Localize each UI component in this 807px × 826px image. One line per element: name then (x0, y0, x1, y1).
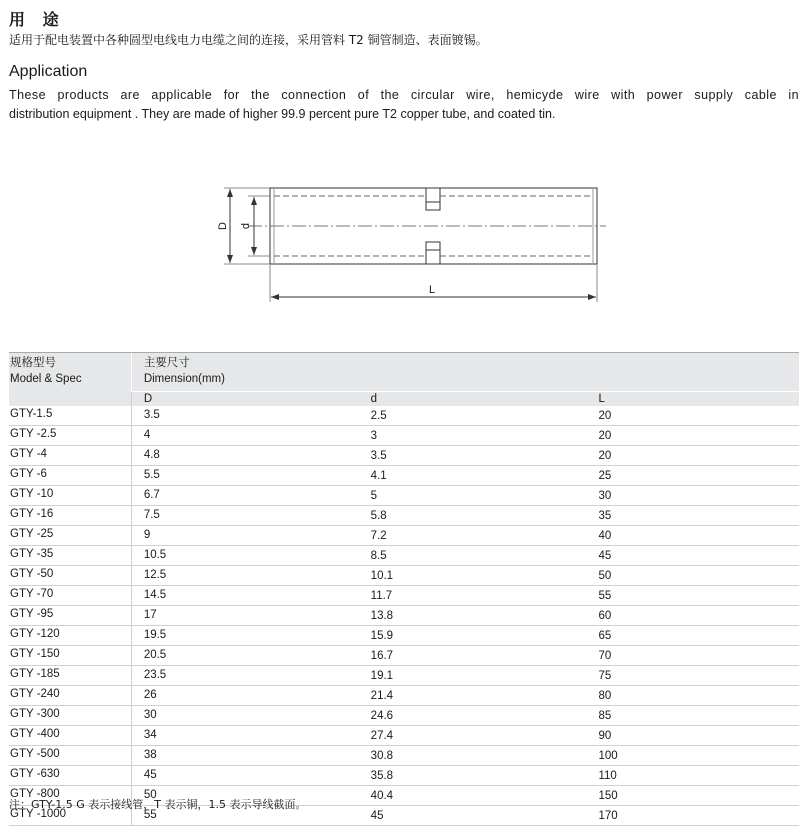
cell-length: 55 (586, 586, 799, 606)
cell-length: 60 (586, 606, 799, 626)
center-stop-top (426, 188, 440, 210)
header-model-cn: 规格型号 (10, 357, 56, 369)
cell-inner-diameter: 3.5 (359, 446, 587, 466)
table-row (9, 686, 799, 706)
cell-length: 20 (586, 446, 799, 466)
cell-length: 85 (586, 706, 799, 726)
outer-diameter-label: D (217, 222, 229, 230)
cell-model: GTY -120 (9, 626, 131, 646)
table-row (9, 726, 799, 746)
cell-outer-diameter: 50 (131, 786, 358, 806)
table-row (9, 466, 799, 486)
connector-tube-drawing (210, 180, 610, 305)
footnote: 注：GTY-1.5 G 表示接线管，T 表示铜，1.5 表示导线截面。 (9, 798, 307, 811)
cell-model: GTY -95 (9, 606, 131, 626)
cell-inner-diameter: 2.5 (359, 406, 587, 426)
table-row (9, 546, 799, 566)
cell-model: GTY -150 (9, 646, 131, 666)
cell-length: 30 (586, 486, 799, 506)
cell-inner-diameter: 30.8 (359, 746, 587, 766)
cell-length: 50 (586, 566, 799, 586)
cell-inner-diameter: 19.1 (359, 666, 587, 686)
cell-outer-diameter: 38 (131, 746, 358, 766)
cell-outer-diameter: 14.5 (131, 586, 358, 606)
cell-model: GTY -1000 (9, 806, 131, 826)
cell-outer-diameter: 4.8 (131, 446, 358, 466)
table-row (9, 486, 799, 506)
application-description-line-2: distribution equipment . They are made of higher 99.9 percent pure T2 copper tube, and coated tin. (9, 107, 556, 121)
cell-inner-diameter: 11.7 (359, 586, 587, 606)
cell-length: 150 (586, 786, 799, 806)
header-model-en: Model & Spec (10, 373, 82, 385)
cell-inner-diameter: 3 (359, 426, 587, 446)
specification-table (9, 352, 799, 826)
cell-length: 90 (586, 726, 799, 746)
header-model-spacer (9, 392, 131, 407)
cell-length: 75 (586, 666, 799, 686)
cell-outer-diameter: 6.7 (131, 486, 358, 506)
cell-model: GTY -300 (9, 706, 131, 726)
cell-model: GTY -35 (9, 546, 131, 566)
cell-inner-diameter: 7.2 (359, 526, 587, 546)
cell-length: 170 (586, 806, 799, 826)
cell-outer-diameter: 5.5 (131, 466, 358, 486)
cell-length: 45 (586, 546, 799, 566)
cell-inner-diameter: 16.7 (359, 646, 587, 666)
cell-model: GTY -185 (9, 666, 131, 686)
cell-outer-diameter: 23.5 (131, 666, 358, 686)
cell-inner-diameter: 15.9 (359, 626, 587, 646)
cell-model: GTY -16 (9, 506, 131, 526)
cell-outer-diameter: 26 (131, 686, 358, 706)
center-stop-bottom (426, 242, 440, 264)
table-row (9, 566, 799, 586)
cell-outer-diameter: 17 (131, 606, 358, 626)
cell-outer-diameter: 9 (131, 526, 358, 546)
table-row (9, 586, 799, 606)
table-row (9, 646, 799, 666)
cell-outer-diameter: 30 (131, 706, 358, 726)
header-dimension (131, 353, 799, 392)
cell-inner-diameter: 45 (359, 806, 587, 826)
cell-inner-diameter: 10.1 (359, 566, 587, 586)
cell-inner-diameter: 8.5 (359, 546, 587, 566)
cell-inner-diameter: 5.8 (359, 506, 587, 526)
cell-outer-diameter: 34 (131, 726, 358, 746)
table-row (9, 706, 799, 726)
table-row (9, 766, 799, 786)
specification-table-body (9, 406, 799, 826)
cell-inner-diameter: 27.4 (359, 726, 587, 746)
header-col-L: L (586, 392, 799, 407)
application-description-line-1: These products are applicable for the connection of the circular wire, hemicyde wire with power supply cable in (9, 88, 799, 102)
cell-model: GTY -800 (9, 786, 131, 806)
cell-model: GTY -25 (9, 526, 131, 546)
cell-model: GTY -240 (9, 686, 131, 706)
header-model-spec (9, 353, 131, 392)
cell-length: 20 (586, 406, 799, 426)
cell-inner-diameter: 5 (359, 486, 587, 506)
inner-diameter-label: d (240, 222, 252, 230)
table-row (9, 666, 799, 686)
cell-model: GTY -70 (9, 586, 131, 606)
table-row (9, 746, 799, 766)
cell-length: 110 (586, 766, 799, 786)
cell-outer-diameter: 20.5 (131, 646, 358, 666)
cell-model: GTY -400 (9, 726, 131, 746)
cell-length: 80 (586, 686, 799, 706)
cell-length: 65 (586, 626, 799, 646)
header-col-D: D (131, 392, 358, 407)
cell-inner-diameter: 24.6 (359, 706, 587, 726)
length-label: L (428, 284, 436, 296)
cell-model: GTY -2.5 (9, 426, 131, 446)
cell-inner-diameter: 40.4 (359, 786, 587, 806)
usage-description-cn: 适用于配电装置中各种圆型电线电力电缆之间的连接，采用管料 T2 铜管制造、表面镀锡。 (9, 33, 488, 47)
cell-model: GTY -500 (9, 746, 131, 766)
table-row (9, 426, 799, 446)
table-row (9, 406, 799, 426)
cell-outer-diameter: 19.5 (131, 626, 358, 646)
cell-inner-diameter: 35.8 (359, 766, 587, 786)
cell-outer-diameter: 45 (131, 766, 358, 786)
cell-outer-diameter: 3.5 (131, 406, 358, 426)
cell-length: 70 (586, 646, 799, 666)
cell-length: 25 (586, 466, 799, 486)
cell-inner-diameter: 4.1 (359, 466, 587, 486)
cell-model: GTY -10 (9, 486, 131, 506)
table-row (9, 626, 799, 646)
cell-length: 35 (586, 506, 799, 526)
header-col-d: d (359, 392, 587, 407)
table-row (9, 526, 799, 546)
header-dimension-en: Dimension(mm) (143, 373, 225, 385)
cell-model: GTY -4 (9, 446, 131, 466)
cell-outer-diameter: 4 (131, 426, 358, 446)
cell-outer-diameter: 10.5 (131, 546, 358, 566)
cell-outer-diameter: 7.5 (131, 506, 358, 526)
usage-title-cn: 用 途 (9, 10, 65, 29)
cell-length: 40 (586, 526, 799, 546)
table-row (9, 506, 799, 526)
cell-model: GTY -50 (9, 566, 131, 586)
table-row (9, 606, 799, 626)
cell-length: 100 (586, 746, 799, 766)
cell-model: GTY-1.5 (9, 406, 131, 426)
cell-outer-diameter: 12.5 (131, 566, 358, 586)
application-description (9, 86, 799, 124)
cell-model: GTY -6 (9, 466, 131, 486)
cell-inner-diameter: 13.8 (359, 606, 587, 626)
application-title: Application (9, 63, 88, 80)
header-dimension-cn: 主要尺寸 (143, 357, 190, 369)
cell-inner-diameter: 21.4 (359, 686, 587, 706)
cell-outer-diameter: 55 (131, 806, 358, 826)
cell-model: GTY -630 (9, 766, 131, 786)
table-row (9, 446, 799, 466)
cell-length: 20 (586, 426, 799, 446)
